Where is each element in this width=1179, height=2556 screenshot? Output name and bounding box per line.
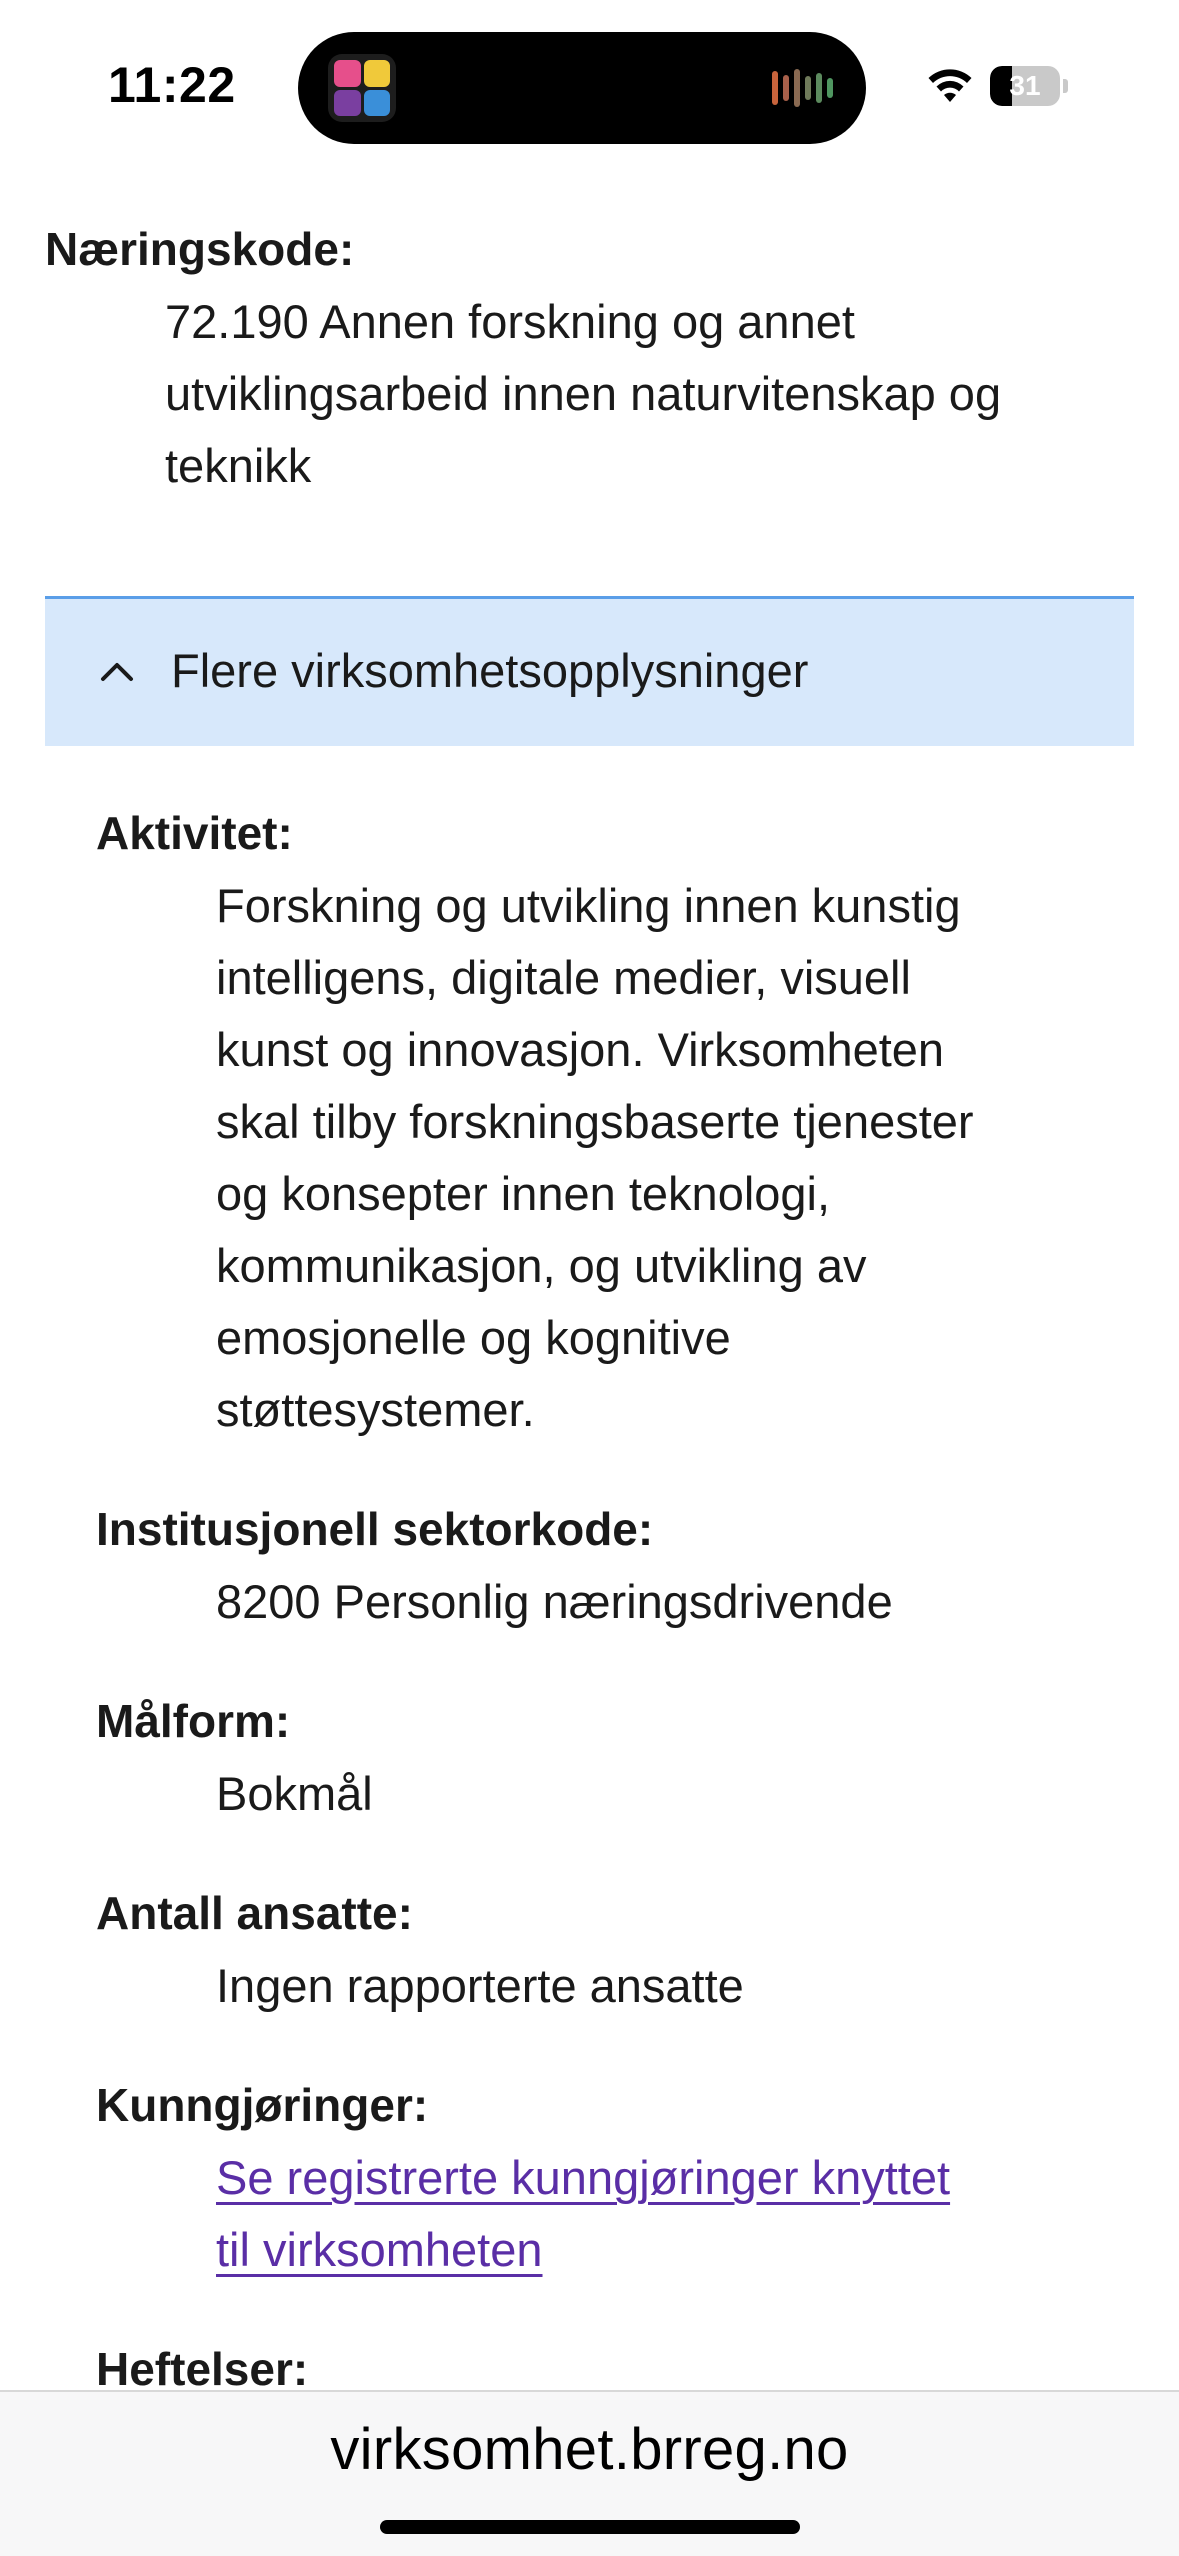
kunngjoringer-value xyxy=(216,2142,950,2286)
naeringskode-line: 72.190 Annen forskning og annet xyxy=(165,295,855,348)
wifi-icon xyxy=(926,66,974,106)
naeringskode-line: utviklingsarbeid innen naturvitenskap og xyxy=(165,367,1002,420)
heftelser-label: Heftelser: xyxy=(96,2343,309,2390)
sektorkode-value: 8200 Personlig næringsdrivende xyxy=(216,1575,893,1628)
url-text[interactable]: virksomhet.brreg.no xyxy=(330,2417,849,2482)
aktivitet-line: støttesystemer. xyxy=(216,1383,535,1436)
status-time: 11:22 xyxy=(108,57,236,113)
aktivitet-line: skal tilby forskningsbaserte tjenester xyxy=(216,1095,974,1148)
aktivitet-line: og konsepter innen teknologi, xyxy=(216,1167,831,1220)
antall-ansatte-label: Antall ansatte: xyxy=(96,1887,413,1939)
aktivitet-line: intelligens, digitale medier, visuell xyxy=(216,951,911,1004)
battery-nub xyxy=(1063,79,1068,93)
flere-virksomhetsopplysninger-accordion[interactable] xyxy=(45,596,1134,746)
chevron-up-icon xyxy=(97,651,137,691)
status-bar xyxy=(0,0,1179,160)
audio-waveform-icon xyxy=(772,68,838,108)
naeringskode-value xyxy=(165,286,1001,502)
battery-body xyxy=(990,66,1060,106)
aktivitet-line: emosjonelle og kognitive xyxy=(216,1311,731,1364)
aktivitet-label: Aktivitet: xyxy=(96,807,293,859)
naeringskode-label: Næringskode: xyxy=(45,223,355,275)
kunngjoringer-link[interactable]: Se registrerte kunngjøringer knyttet xyxy=(216,2151,951,2204)
now-playing-artwork xyxy=(328,54,396,122)
malform-value: Bokmål xyxy=(216,1767,373,1820)
sektorkode-label: Institusjonell sektorkode: xyxy=(96,1503,654,1555)
aktivitet-line: kommunikasjon, og utvikling av xyxy=(216,1239,867,1292)
battery-icon xyxy=(990,66,1068,106)
antall-ansatte-value: Ingen rapporterte ansatte xyxy=(216,1959,744,2012)
aktivitet-line: Forskning og utvikling innen kunstig xyxy=(216,879,961,932)
aktivitet-value xyxy=(216,870,974,1446)
malform-label: Målform: xyxy=(96,1695,291,1747)
accordion-label: Flere virksomhetsopplysninger xyxy=(171,644,809,697)
battery-level: 31 xyxy=(1009,70,1041,101)
kunngjoringer-label: Kunngjøringer: xyxy=(96,2079,429,2131)
kunngjoringer-link[interactable]: til virksomheten xyxy=(216,2223,543,2276)
browser-url-bar[interactable] xyxy=(0,2390,1179,2556)
home-indicator[interactable] xyxy=(380,2520,800,2534)
dynamic-island[interactable] xyxy=(298,32,866,144)
naeringskode-line: teknikk xyxy=(165,439,312,492)
aktivitet-line: kunst og innovasjon. Virksomheten xyxy=(216,1023,945,1076)
